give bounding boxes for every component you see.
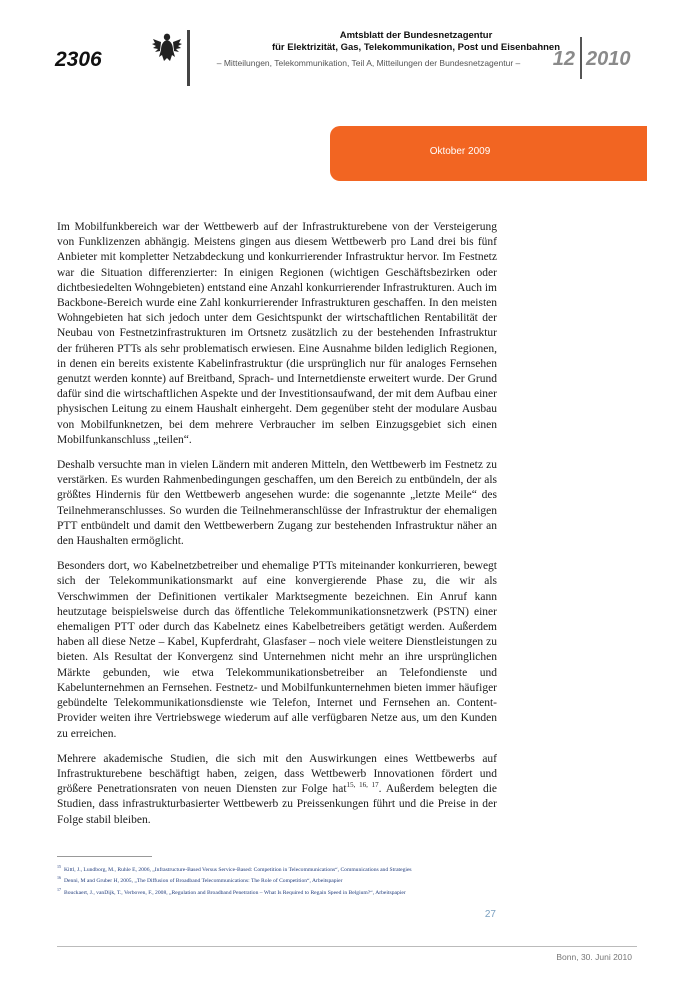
journal-subtitle: – Mitteilungen, Telekommunikation, Teil A, Mitteilungen der Bundesnetzagentur –: [216, 58, 521, 68]
footnote: [57, 863, 657, 874]
footnote-text: Kittl, J., Lundborg, M., Ruhle E, 2006, „Infrastructure-Based Versus Service-Based: Competition in Telecommunications“, Communications and Strategies: [64, 866, 412, 873]
footer-date: Bonn, 30. Juni 2010: [556, 952, 632, 962]
paragraph-text: Mehrere akademische Studien, die sich mit den Auswirkungen eines Wettbewerbs auf Infrastrukturebene beschäftigt haben, zeigen, dass Wettbewerb Innovationen fördert und größere Penetrationsraten von neuen Diensten zur Folge hat: [57, 752, 497, 796]
paragraph: [57, 752, 497, 828]
footnote-number: 16: [57, 875, 61, 881]
footnote-number: 17: [57, 886, 61, 892]
footnote-text: Denni, M and Gruber H, 2005, „The Diffusion of Broadband Telecommunications: The Role of Competition“, Arbeitspapier: [64, 878, 343, 885]
journal-title-line2: für Elektrizität, Gas, Telekommunikation, Post und Eisenbahnen: [271, 42, 561, 53]
date-tab: [330, 126, 647, 181]
footnote-ref[interactable]: 15, 16, 17: [346, 781, 379, 790]
header-divider: [187, 30, 190, 86]
footnote-text: Bouckaert, J., vanDijk, T., Verboven, F., 2008, „Regulation and Broadband Penetration – What Is Required to Regain Speed in Belgium?“, Arbeitspapier: [64, 889, 406, 896]
issue-divider: [580, 37, 582, 79]
paragraph-text: . Außerdem belegten die Studien, dass infrastrukturbasierter Wettbewerb zu Preissenkungen führt und die Preise in der Folge stabil bleiben.: [57, 783, 497, 826]
issue-number: 12: [552, 48, 575, 70]
footnotes: [57, 863, 657, 897]
paragraph: Besonders dort, wo Kabelnetzbetreiber und ehemalige PTTs miteinander konkurrieren, bewegt sich der Telekommunikationsmarkt auf eine konvergierende Phase zu, die wir als Verschwimmen der Definitionen vertikaler Marktsegmente bezeichnen. Ein Anruf kann heutzutage beispielsweise durch das öffentliche Telekommunikationsnetzwerk (PSTN) einer ehemaligen PTT oder durch das Kabelnetz eines Kabelbetreibers getätigt werden. Außerdem haben all diese Netze – Kabel, Kupferdraht, Glasfaser – noch viele weitere Dienstleistungen zu bieten. Als Resultat der Konvergenz sind Unternehmen nicht mehr an ihre ursprünglichen Märkte gebunden, wie etwa Telekommunikationsbetreiber an Telefondienste und Kabelunternehmen an Fernsehen. Festnetz- und Mobilfunkunternehmen bieten immer häufiger gebündelte Telekommunikationsdienste wie Telefon, Internet und Fernsehen an. Content-Provider weiten ihre Vertriebswege wiederum auf alle verfügbaren Netze aus, um den Kunden zu erreichen.: [57, 560, 497, 740]
footnote-divider: [57, 856, 152, 857]
paragraph: Im Mobilfunkbereich war der Wettbewerb auf der Infrastrukturebene von der Versteigerung von Funklizenzen abhängig. Meistens gingen aus diesem Wettbewerb pro Land drei bis fünf Anbieter mit kompletter Netzabdeckung und konkurrierender Infrastruktur hervor. Im Festnetz war die Situation differenzierter: In einigen Regionen (wichtigen Geschäftsbezirken oder dichtbesiedelten Wohngebieten) entstand eine Anzahl konkurrierender Infrastrukturen. Auch im Backbone-Bereich wurde eine Zahl konkurrierender Infrastrukturen geschaffen. In den meisten Wohngebieten hat sich jedoch unter dem Gesichtspunkt der wirtschaftlichen Rentabilität der Neubau von Festnetzinfrastrukturen im Ortsnetz zusätzlich zu der bestehenden Infrastruktur der früheren PTTs als sehr problematisch erwiesen. Eine Ausnahme bilden lediglich Regionen, in denen ein bereits existente Kabelinfrastruktur (die ursprünglich nur für analoges Fernsehen genutzt werden konnte) auf Breitband, Sprach- und Internetdienste erweitert wurde. Der Grund dafür sind die wirtschaftlichen Aspekte und der Investitionsaufwand, der mit dem Aufbau einer physischen Leitung zu einem Haushalt einhergeht. Dem gegenüber steht der modulare Ausbau von Mobilfunknetzen, bei dem mehrere Verbraucher im selben Einzugsgebiet sich einen Mobilfunkanschluss „teilen“.: [57, 221, 497, 446]
footer-divider: [57, 946, 637, 947]
issue-year: 2010: [586, 48, 631, 70]
page-number-bottom: 27: [484, 909, 496, 920]
federal-eagle-icon: [152, 31, 182, 65]
page-number: 2306: [55, 48, 102, 71]
article-body: [57, 220, 497, 838]
footnote: [57, 874, 657, 885]
footnote-number: 15: [57, 864, 61, 869]
footnote: [57, 886, 657, 897]
date-tab-label: Oktober 2009: [429, 146, 491, 157]
paragraph: Deshalb versuchte man in vielen Ländern mit anderen Mitteln, den Wettbewerb im Festnetz zu verstärken. Es wurden Rahmenbedingungen geschaffen, um den Bereich zu entbündeln, der als größtes Hindernis für den Wettbewerb angesehen wurde: die sogenannte „letzte Meile“ des Teilnehmeranschlusses. So wurden die Teilnehmeranschlüsse der Infrastruktur der ehemaligen PTT entbündelt und damit den Wettbewerbern Zugang zur bestehenden Infrastruktur näher an den Haushalten ermöglicht.: [57, 459, 497, 548]
journal-title-line1: Amtsblatt der Bundesnetzagentur: [339, 30, 493, 41]
